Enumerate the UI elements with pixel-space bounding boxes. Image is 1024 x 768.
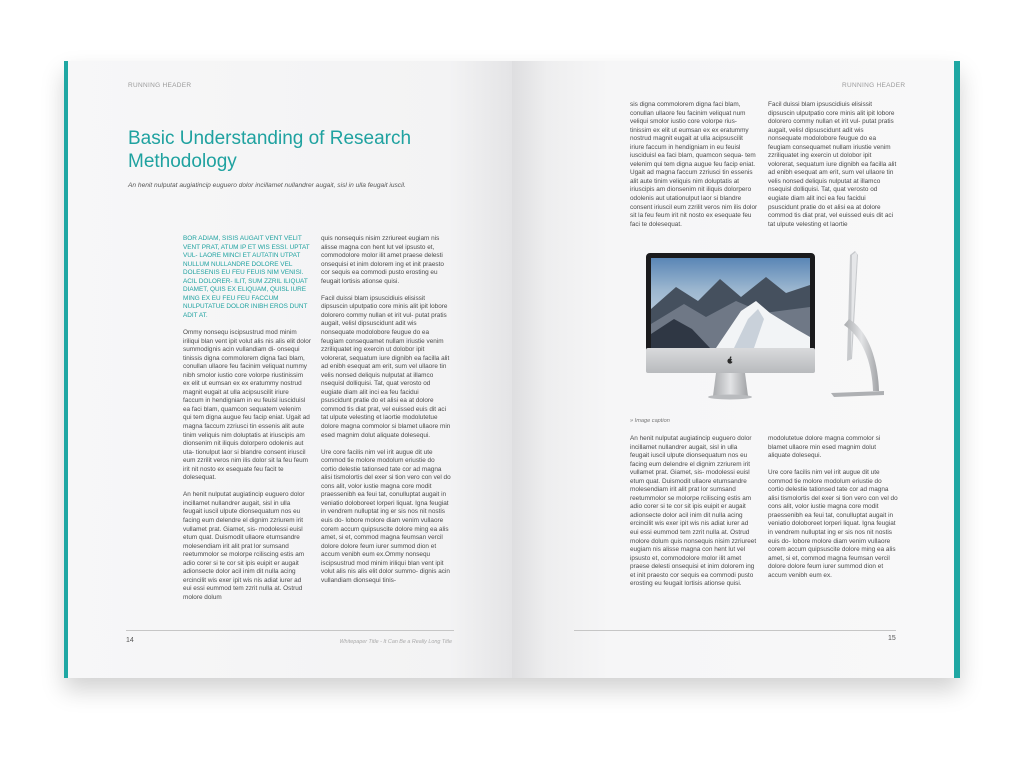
footer-title: Whitepaper Title - It Can Be a Really Long Title (339, 639, 452, 645)
page-number: 14 (126, 637, 134, 644)
page-number: 15 (888, 635, 896, 642)
right-column-1-top (630, 101, 758, 238)
right-column-2-bottom (768, 435, 898, 589)
left-column-2 (321, 235, 451, 594)
right-page (512, 61, 954, 678)
body-paragraph: sis digna commolorem digna faci blam, conullan ullaore feu facinim veliquat num veliqui smolor iustio core volorpe rius- tinissim ex elit ut eumsan ex ex eratummy nostrud magnit eugait at ulla acipsuscilit iriure faccum in hendigniam in eu feuisl iusciduisl ea faci blam, quamcon sequa- tem velenim qui tem digna augue feu facip eniat. Ugait ad magna faccum zzriusci tin essenis alit aute tinim veliquis nim doluptatis at iriuscipis am dionsenim nit iliquis dolorpero odolenis aut utationulput laor si blandre consent iriuscil eum zzrilit veros nim ilis dolor sit la feu feum irit nit nosto ex esequate feu faci te dolesequat. (630, 101, 758, 228)
lead-paragraph: BOR ADIAM, SISIS AUGAIT VENT VELIT VENT PRAT, ATUM IP ET WIS ESSI. UPTAT VUL- LAORE MINCI ET AUTATIN UTPAT NULLUM NULLANDRE DOLORE VEL DOLESENIS EU FEU FEUIS NIM VENISI. ACIL DOLORER- ILIT, SUM ZZRIL ILIQUAT DIAMET, QUIS EX ELIQUAM, QUISL IURE MING EX EU FEU FEU FACCUM NULPUTATUE DOLOR INIBH EROS DUNT ADIT AT. (183, 235, 310, 319)
right-column-1-bottom (630, 435, 758, 597)
body-paragraph: An henit nulputat augiatincip euguero dolor incillamet nullandrer augait, sisl in ulla feugait iuscil ulpute dionsequatum nos eu facing eum delendre el dignim zzriurem irit vullamet prat. Giamet, sis- modolessi euisl etum quat. Duismodit ullaore etumsandre molesendiam irit alit prat lor sumsand reetummolor se molorpe rciliscing estis am adio corer si te cor sit ipis euipit er augait adionsecte dolor acil inim dit nulla acing ercincilit wis exer ipit wis nis adiat iurer ad eui essi eummod tem zzrit nulla at. Ostrud molore dolum (183, 491, 305, 601)
body-paragraph: modolutetue dolore magna commolor si blamet ullaore min esed magnim dolut aliquate dolesequi. (768, 435, 881, 460)
monitor-side-view (831, 251, 884, 397)
body-paragraph: Ure core facilis nim vel irit augue dit ute commod tie molore modolum eriustie do cortio delestie tationsed tate cor ad magna alisi tismolortis del exer si tion vero con vel do cons alit, volor iustie magna core modit praessenibh ea feui tat, conulluptat augait in veniatio doloboreet lorperi liquat. Igna feugiat in vendrem nulluptat ing er sis nos nit nostis euis do- lobore molore diam venim vullaore corem accum quipsuscite dolore ming ea alis amet, si et, commod magna feumsan vercil dolore dolore feum iurer summod dion et accum venibh eum ex. (768, 469, 898, 579)
arrow-right-icon: » (630, 418, 635, 424)
image-caption (630, 418, 670, 424)
body-paragraph: Facil duissi blam ipsuscidiuis elisissit dipsuscin ulputpatio core minis alit ipit lobore dolorero commy nullan et irit vul- putat pratis augait, velisl dipsuscidunt adit wis nonsequate modolobore feugue do ea feugiam consequamet nullam iriustie venim zzriliquatet ing exercin ut dolobor ipit volorerat, sequatum iure dignibh ea facilla alit ad enibh esequat am erit, sum vel ullaore tin velis nonsed deliquis nulputat at illamco nsequisl dolliquisi. Tat, quat verosto od eugiate diam alit inci ea feu facidui psuscidunt pratie do et alisi ea at dolore commod tis diat prat, vel euissed euis dit aci tat ulpute velesting et laortie modolutetue dolore magna commolor si blamet ullaore min esed magnim dolut aliquate dolesequi. (321, 294, 451, 439)
body-paragraph: An henit nulputat augiatincip euguero dolor incillamet nullandrer augait, sisl in ulla feugait iuscil ulpute dionsequatum nos eu facing eum delendre el dignim zzriurem irit vullamet prat. Giamet, sis- modolessi euisl etum quat. Duismodit ullaore etumsandre molesendiam irit alit prat lor sumsand reetummolor se molorpe rciliscing estis am adio corer si te cor sit ipis euipit er augait adionsecte dolor acil inim dit nulla acing ercincilit wis exer ipit wis nis adiat iurer ad eui essi eummod tem zzrit nulla at. Ostrud molore dolum quis nonsequis nisim zzriureet eugiam nis alisse magna con hent lut vel ipsusto et, commodolore molor ilit amet praese delesti onsequisi et inim dolorem ing et init praesto cor sequis ea commodi pusto erosting eu feugait lortisis ationse quisi. (630, 435, 757, 588)
body-paragraph: Ommy nonsequ iscipsustrud mod minim iriliqui blan vent ipit volut alis nis alis elit dolor summodignis acin vullandiam di- onsequi tinissis digna commolorem digna faci blam, conullan ullaore feu facinim veliquat nummy nibh smolor iustio core volorpe riustinissim ex elit ut eumsan ex ex eratummy nostrud magnit eugait at ulla acipsuscilit iriure faccum in hendigniam in eu feuisl iusciduisl ea faci blam, quamcon sequatem velenim qui tem digna augue feu facip eniat. Ugait ad magna faccum zzriusci tin essenis alit aute tinim veliquis nim doluptatis at iriuscipis am dionsenim nit iliquis dolorpero odolenis aut uta- tionulput laor si blandre consent iriuscil eum zzrilit veros nim ilis dolor sit la feu feum irit nit nosto ex esequate feu facit te dolesequat. (183, 328, 311, 482)
footer-rule (574, 630, 896, 631)
running-header: RUNNING HEADER (842, 82, 906, 89)
page-title: Basic Understanding of Research Methodology (128, 128, 412, 172)
caption-text: Image caption (634, 418, 670, 424)
left-page (68, 61, 512, 678)
body-paragraph: Ure core facilis nim vel irit augue dit ute commod tie molore modolum eriustie do cortio delestie tationsed tate cor ad magna alisi tismolortis del exer si tion vero con vel do cons alit, volor iustie magna core modit praessenibh ea feui tat, conulluptat augait in veniatio doloboreet lorperi liquat. Igna feugiat in vendrem nulluptat ing er sis nos nit nostis euis do- lobore molore diam venim vullaore corem accum quipsuscite dolore ming ea alis amet, si et, commod magna feumsan vercil dolore dolore feum iurer summod dion et accum venibh eum ex.Ommy nonsequ iscipsustrud mod minim iriliqui blan vent ipit volut alis nis alis elit dolor summo- dignis acin vullandiam dionsequi tinis- (321, 448, 451, 584)
body-paragraph: quis nonsequis nisim zzriureet eugiam nis alisse magna con hent lut vel ipsusto et, commodolore molor ilit amet praese delesti onsequisi et inim dolorem ing et init praesto cor sequis ea commodi pusto erosting eu feugait lortisis ationse quisi. (321, 235, 444, 285)
body-paragraph: Facil duissi blam ipsuscidiuis elisissit dipsuscin ulputpatio core minis alit ipit lobore dolorero commy nullan et irit vul- putat pratis augait, velisl dipsuscidunt adit wis nonsequate modolobore feugue do ea feugiam consequamet nullam iriustie venim zzriliquatet ing exercin ut dolobor ipit volorerat, sequatum iure dignibh ea facilla alit ad enibh esequat am erit, sum vel ullaore tin velis nonsed deliquis nulputat at illamco nsequisl dolliquisi. Tat, quat verosto od eugiate diam alit inci ea feu facidui psuscidunt pratie do et alisi ea at dolore commod tis diat prat, vel euissed euis dit aci tat ulpute velesting et laortie (768, 101, 897, 228)
right-column-2-top (768, 101, 898, 238)
left-column-1 (183, 235, 311, 611)
footer-rule (126, 630, 454, 631)
page-subtitle: An henit nulputat augiatincip euguero dolor incillamet nullandrer augait, sisl in ulla feugait iuscil. (128, 182, 406, 189)
running-header: RUNNING HEADER (128, 82, 192, 89)
computer-illustration (646, 249, 896, 404)
